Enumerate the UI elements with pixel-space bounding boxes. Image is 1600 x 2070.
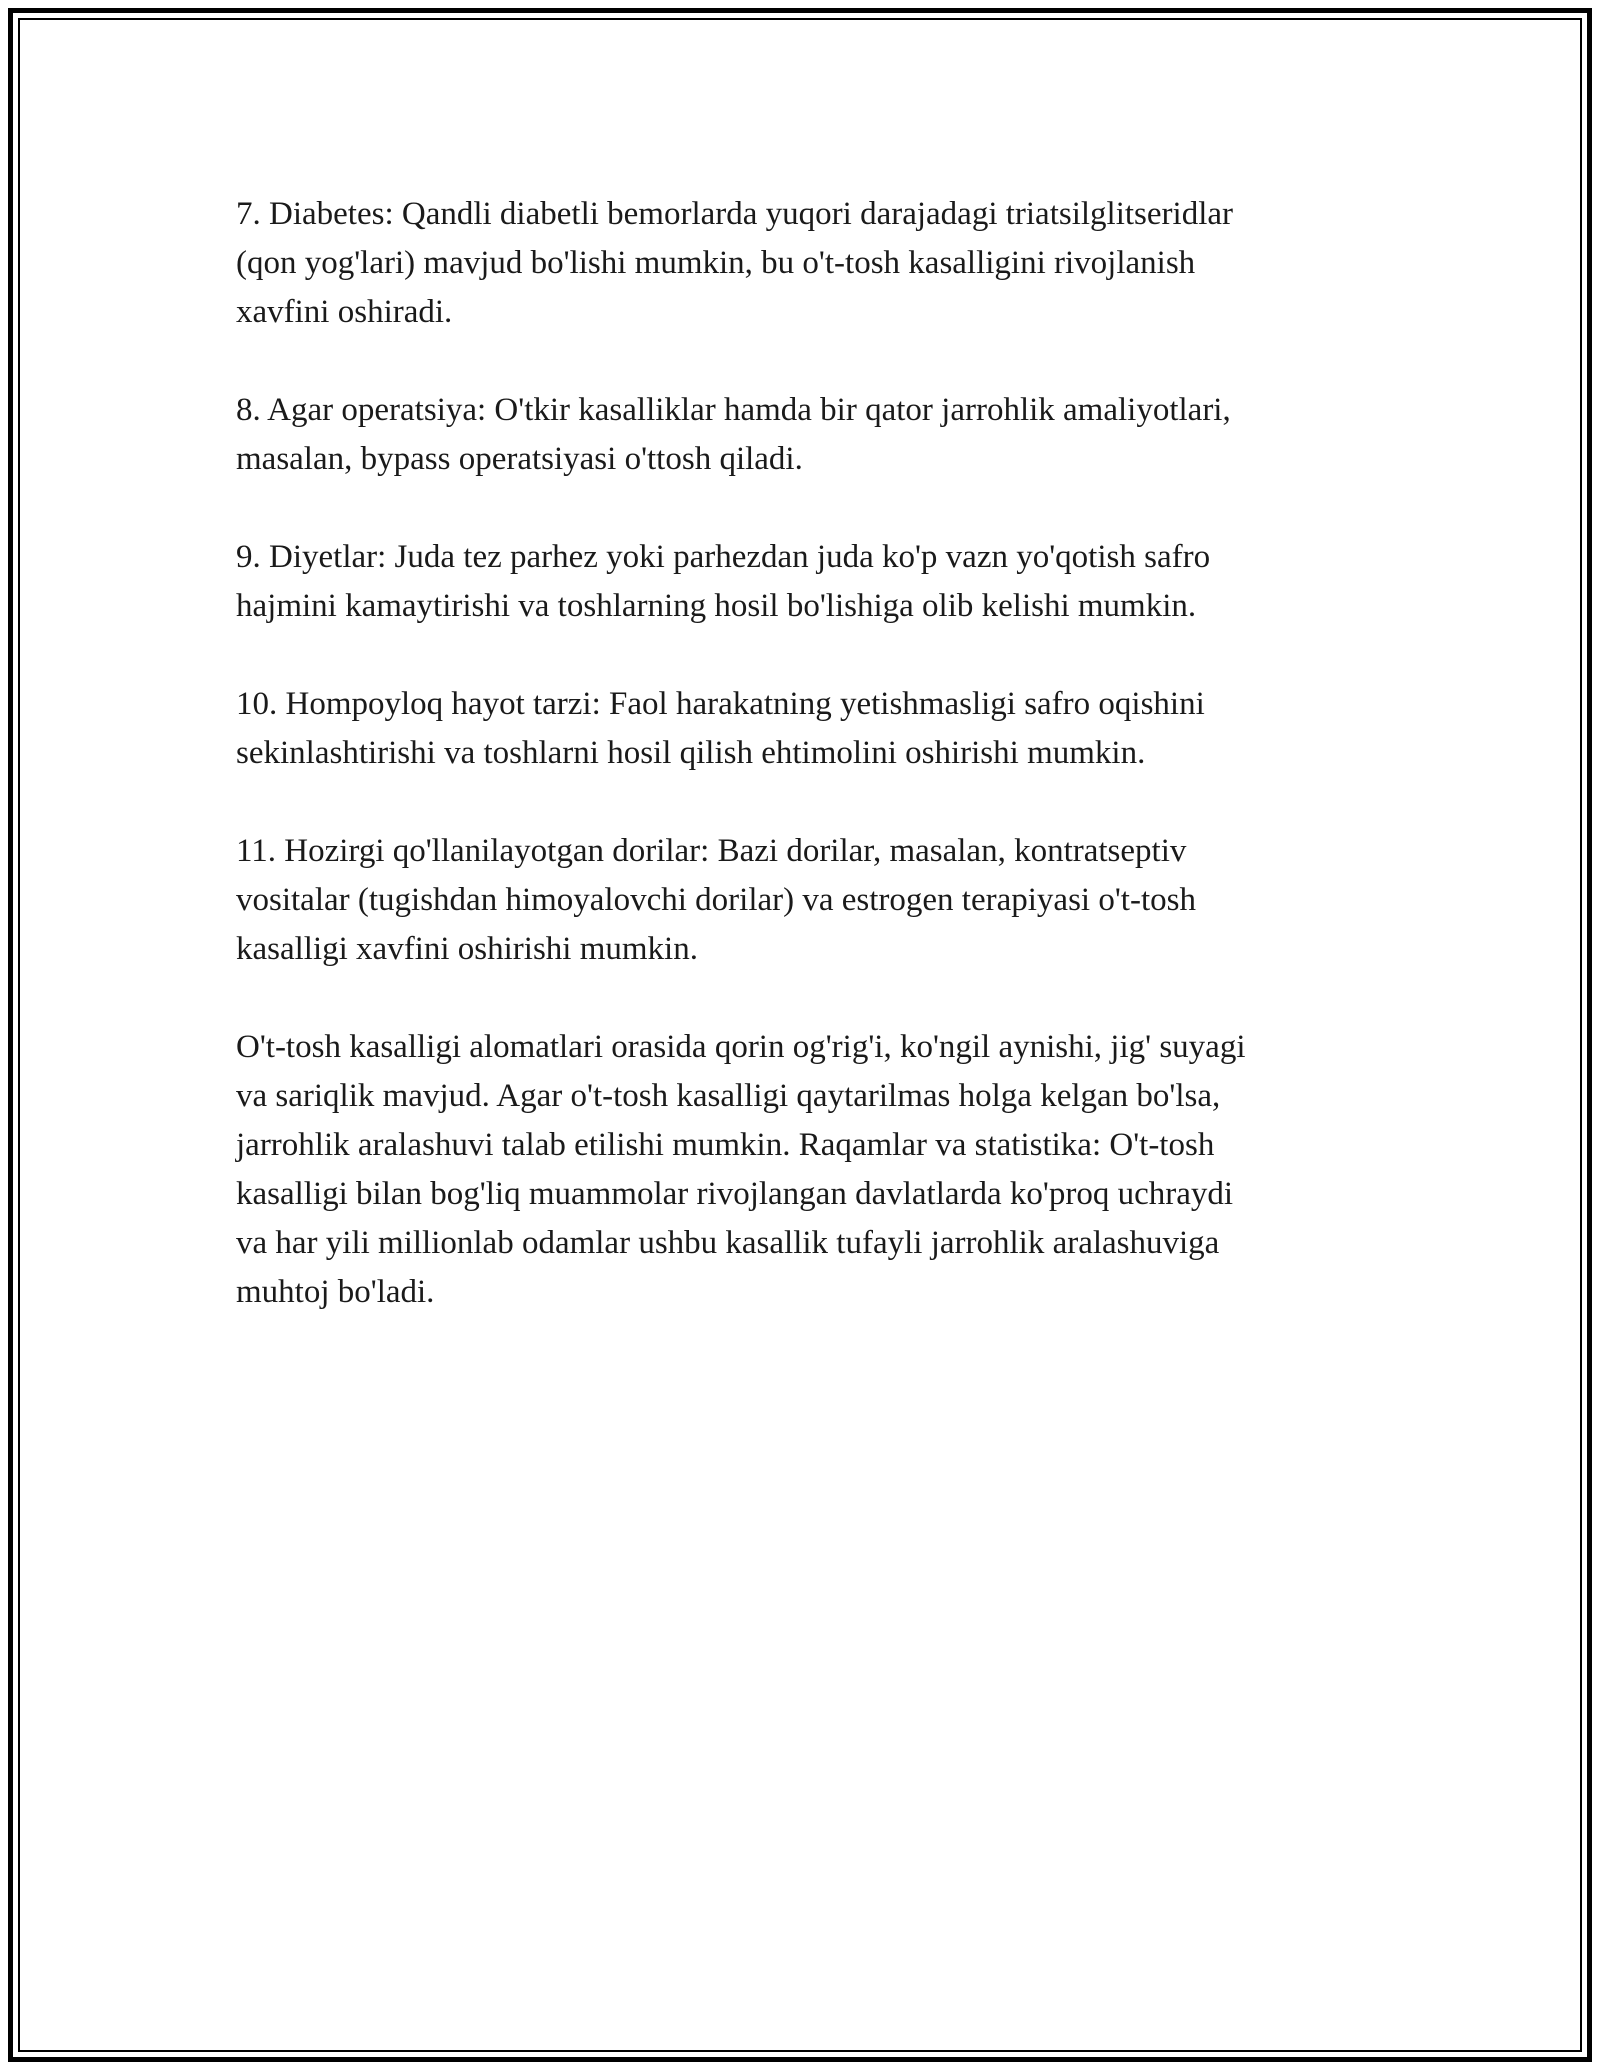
paragraph-operation: 8. Agar operatsiya: O'tkir kasalliklar hamda bir qator jarrohlik amaliyotlari, masalan, bypass operatsiyasi o'ttosh qiladi. <box>236 392 1231 477</box>
document-body <box>236 190 1376 1366</box>
paragraph-symptoms-statistics: O't-tosh kasalligi alomatlari orasida qorin og'rig'i, ko'ngil aynishi, jig' suyagi va sariqlik mavjud. Agar o't-tosh kasalligi qaytarilmas holga kelgan bo'lsa, jarrohlik aralashuvi talab etilishi mumkin. Raqamlar va statistika: O't-tosh kasalligi bilan bog'liq muammolar rivojlangan davlatlarda ko'proq uchraydi va har yili millionlab odamlar ushbu kasallik tufayli jarrohlik aralashuviga muhtoj bo'ladi. <box>236 1029 1246 1310</box>
paragraph-diets: 9. Diyetlar: Juda tez parhez yoki parhezdan juda ko'p vazn yo'qotish safro hajmini kamaytirishi va toshlarning hosil bo'lishiga olib kelishi mumkin. <box>236 539 1211 624</box>
paragraph-medications: 11. Hozirgi qo'llanilayotgan dorilar: Bazi dorilar, masalan, kontratseptiv vositalar (tugishdan himoyalovchi dorilar) va estrogen terapiyasi o't-tosh kasalligi xavfini oshirishi mumkin. <box>236 833 1196 967</box>
paragraph-lifestyle: 10. Hompoyloq hayot tarzi: Faol harakatning yetishmasligi safro oqishini sekinlashtirishi va toshlarni hosil qilish ehtimolini oshirishi mumkin. <box>236 686 1205 771</box>
paragraph-diabetes: 7. Diabetes: Qandli diabetli bemorlarda yuqori darajadagi triatsilglitseridlar (qon yog'lari) mavjud bo'lishi mumkin, bu o't-tosh kasalligini rivojlanish xavfini oshiradi. <box>236 196 1234 330</box>
